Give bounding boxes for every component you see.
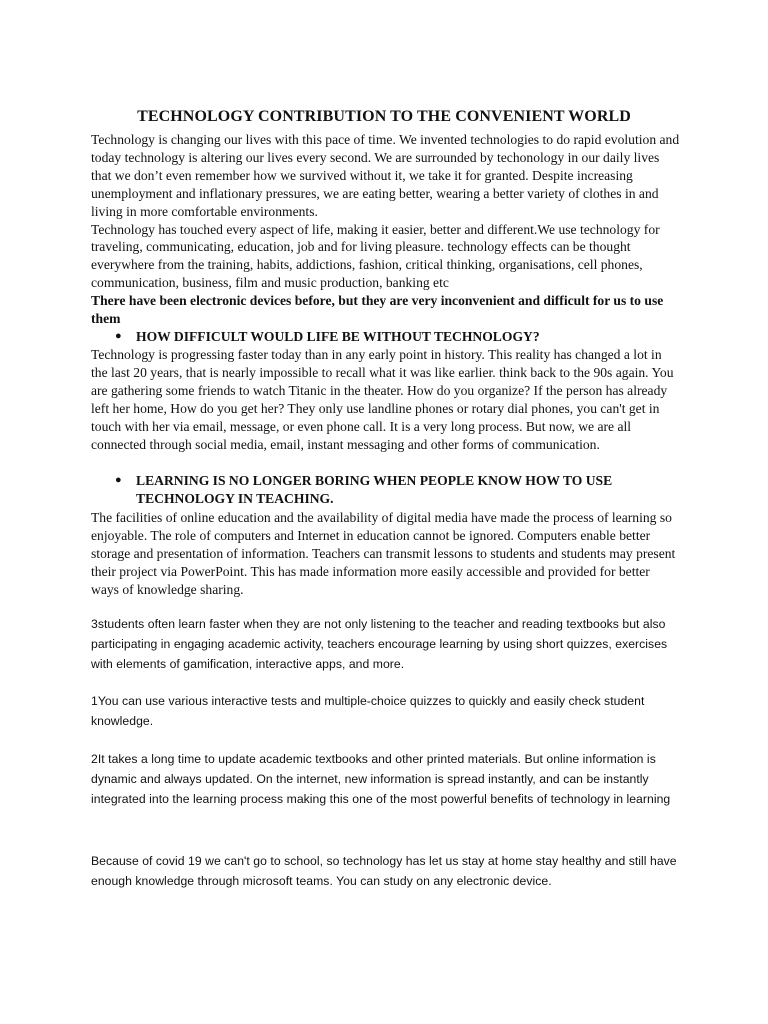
- covid-text: Because of covid 19 we can't go to school, so technology has let us stay at home stay healthy and still have enough knowledge through microsoft teams. You can study on any electronic device.: [91, 854, 677, 888]
- section-heading-2-text: LEARNING IS NO LONGER BORING WHEN PEOPLE KNOW HOW TO USE TECHNOLOGY IN TEACHING.: [136, 473, 613, 506]
- point-3-paragraph: [91, 614, 691, 674]
- covid-paragraph: [91, 851, 691, 891]
- point-2-text: 2It takes a long time to update academic textbooks and other printed materials. But online information is dynamic and always updated. On the internet, new information is spread instantly, and can be instantly integrated into the learning process making this one of the most powerful benefits of technology in learning: [91, 752, 671, 806]
- point-3-text: 3students often learn faster when they are not only listening to the teacher and reading textbooks but also participating in engaging academic activity, teachers encourage learning by using short quizzes, exercises with elements of gamification, interactive apps, and more.: [91, 617, 668, 671]
- point-2-paragraph: [91, 749, 691, 809]
- section-heading-2: [115, 472, 696, 508]
- section-heading-1-text: HOW DIFFICULT WOULD LIFE BE WITHOUT TECHNOLOGY?: [136, 329, 540, 344]
- bullet-icon: ●: [115, 330, 122, 342]
- section-body-1: [91, 346, 681, 453]
- point-1-paragraph: [91, 691, 691, 731]
- section-body-1-text: Technology is progressing faster today than in any early point in history. This reality has changed a lot in the last 20 years, that is nearly impossible to recall what it was like earlier. think back to the 90s again. You are gathering some friends to watch Titanic in the theater. How do you organize? If the person has already left her home, How do you get her? They only use landline phones or rotary dial phones, you can't get in touch with her via email, message, or even phone call. It is a very long process. But now, we are all connected through social media, email, instant messaging and other forms of communication.: [91, 347, 674, 452]
- document-title: TECHNOLOGY CONTRIBUTION TO THE CONVENIENT WORLD: [137, 108, 631, 125]
- bullet-icon: ●: [115, 474, 122, 486]
- intro-bold-statement: There have been electronic devices before, but they are very inconvenient and difficult for us to use them: [91, 293, 664, 327]
- section-body-2: [91, 509, 681, 599]
- section-heading-1: [115, 328, 696, 346]
- intro-paragraph-2: Technology has touched every aspect of life, making it easier, better and different.We use technology for traveling, communicating, education, job and for living pleasure. technology effects can be thought everywhere from the training, habits, addictions, fashion, critical thinking, organisations, cell phones, communication, business, film and music production, banking etc: [91, 221, 660, 291]
- point-1-text: 1You can use various interactive tests and multiple-choice quizzes to quickly and easily check student knowledge.: [91, 694, 645, 728]
- intro-paragraph-1: Technology is changing our lives with this pace of time. We invented technologies to do rapid evolution and today technology is altering our lives every second. We are surrounded by techonology in our daily lives that we don’t even remember how we survived without it, we take it for granted. Despite increasing unemployment and inflationary pressures, we are eating better, wearing a better variety of clothes in and living in more comfortable environments.: [91, 132, 680, 219]
- section-body-2-text: The facilities of online education and the availability of digital media have made the process of learning so enjoyable. The role of computers and Internet in education cannot be ignored. Computers enable better storage and presentation of information. Teachers can transmit lessons to students and students may present their project via PowerPoint. This has made information more easily accessible and provided for better ways of knowledge sharing.: [91, 510, 676, 597]
- intro-section: [91, 131, 681, 328]
